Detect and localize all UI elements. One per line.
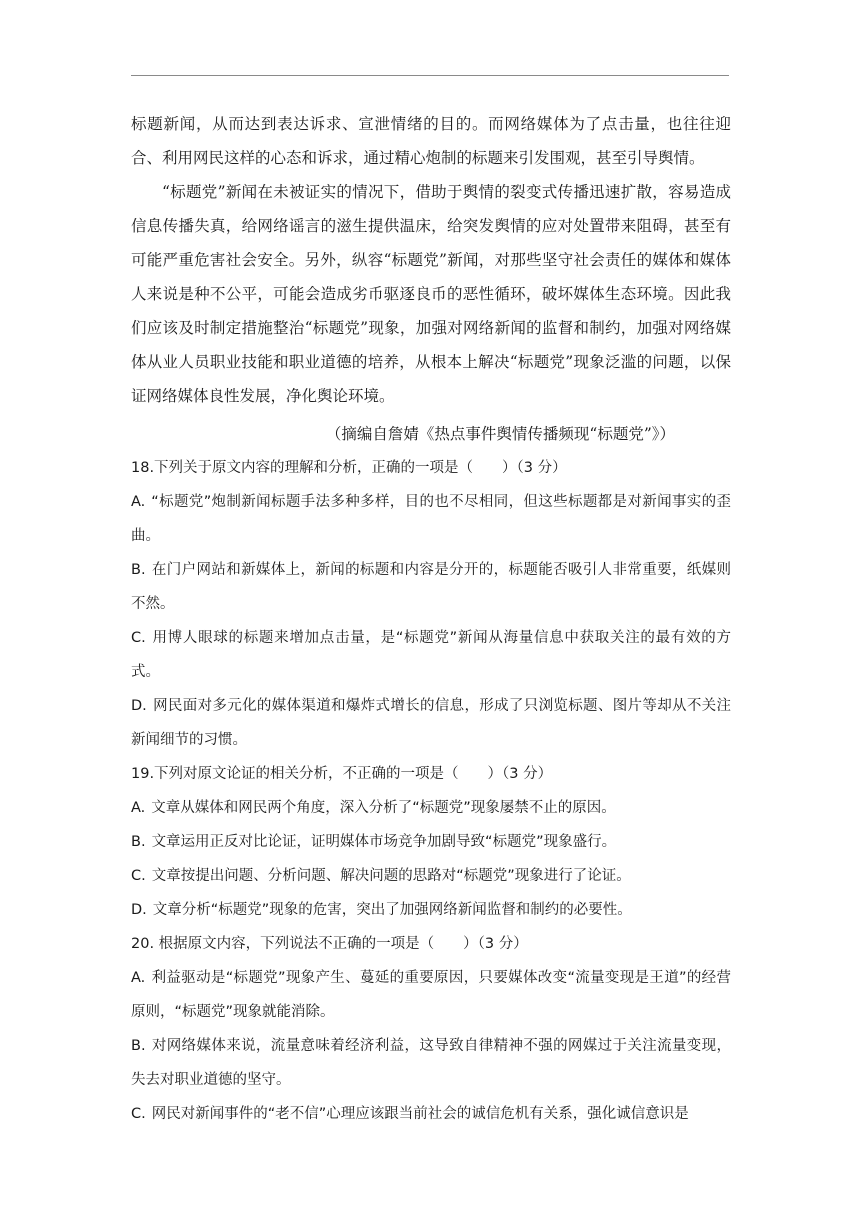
option-text: 文章按提出问题、分析问题、解决问题的思路对“标题党”现象进行了论证。	[151, 868, 631, 884]
option-label: A.	[131, 800, 146, 816]
question-20-option-a	[131, 961, 731, 1029]
option-label: B.	[131, 1038, 146, 1054]
header-rule	[131, 75, 729, 76]
question-19-stem: 19.下列对原文论证的相关分析，不正确的一项是（ ）（3 分）	[131, 766, 553, 782]
question-18-option-c	[131, 621, 731, 689]
option-text: 文章从媒体和网民两个角度，深入分析了“标题党”现象屡禁不止的原因。	[151, 800, 616, 816]
question-18-stem: 18.下列关于原文内容的理解和分析，正确的一项是（ ）（3 分）	[131, 460, 567, 476]
question-20-option-c	[131, 1097, 731, 1131]
option-label: D.	[131, 902, 147, 918]
question-20-stem: 20. 根据原文内容，下列说法不正确的一项是（ ）（3 分）	[131, 936, 528, 952]
question-19-option-c	[131, 859, 731, 893]
option-text: 文章分析“标题党”现象的危害，突出了加强网络新闻监督和制约的必要性。	[152, 902, 632, 918]
question-18-option-a	[131, 485, 731, 553]
option-text: 对网络媒体来说，流量意味着经济利益，这导致自律精神不强的网媒过于关注流量变现，失去对职业道德的坚守。	[131, 1038, 731, 1088]
question-19-option-d	[131, 893, 731, 927]
passage-source: （摘编自詹婧《热点事件舆情传播频现“标题党”》）	[325, 425, 675, 443]
option-label: C.	[131, 868, 146, 884]
option-text: 用博人眼球的标题来增加点击量，是“标题党”新闻从海量信息中获取关注的最有效的方式。	[131, 630, 731, 680]
option-text: 网民面对多元化的媒体渠道和爆炸式增长的信息，形成了只浏览标题、图片等却从不关注新闻细节的习惯。	[131, 698, 731, 748]
option-text: 文章运用正反对比论证，证明媒体市场竞争加剧导致“标题党”现象盛行。	[151, 834, 617, 850]
question-19-option-a	[131, 791, 731, 825]
option-label: B.	[131, 834, 146, 850]
option-text: 在门户网站和新媒体上，新闻的标题和内容是分开的，标题能否吸引人非常重要，纸媒则不然。	[131, 562, 731, 612]
option-text: 利益驱动是“标题党”现象产生、蔓延的重要原因，只要媒体改变“流量变现是王道”的经营原则，“标题党”现象就能消除。	[131, 970, 731, 1020]
passage-paragraph-2: “标题党”新闻在未被证实的情况下，借助于舆情的裂变式传播迅速扩散，容易造成信息传播失真，给网络谣言的滋生提供温床，给突发舆情的应对处置带来阻碍，甚至有可能严重危害社会安全。另外，纵容“标题党”新闻，对那些坚守社会责任的媒体和媒体人来说是种不公平，可能会造成劣币驱逐良币的恶性循环，破坏媒体生态环境。因此我们应该及时制定措施整治“标题党”现象，加强对网络新闻的监督和制约，加强对网络媒体从业人员职业技能和职业道德的培养，从根本上解决“标题党”现象泛滥的问题，以保证网络媒体良性发展，净化舆论环境。	[131, 183, 731, 405]
option-text: “标题党”炮制新闻标题手法多种多样，目的也不尽相同，但这些标题都是对新闻事实的歪曲。	[131, 494, 731, 544]
option-text: 网民对新闻事件的“老不信”心理应该跟当前社会的诚信危机有关系，强化诚信意识是	[151, 1106, 689, 1122]
option-label: C.	[131, 630, 146, 646]
question-18-option-b	[131, 553, 731, 621]
question-18-option-d	[131, 689, 731, 757]
option-label: A.	[131, 494, 146, 510]
option-label: A.	[131, 970, 146, 986]
option-label: D.	[131, 698, 147, 714]
page-content	[131, 107, 731, 1131]
option-label: B.	[131, 562, 146, 578]
question-20-option-b	[131, 1029, 731, 1097]
passage-paragraph-1: 标题新闻，从而达到表达诉求、宣泄情绪的目的。而网络媒体为了点击量，也往往迎合、利用网民这样的心态和诉求，通过精心炮制的标题来引发围观，甚至引导舆情。	[131, 115, 731, 167]
option-label: C.	[131, 1106, 146, 1122]
question-19-option-b	[131, 825, 731, 859]
